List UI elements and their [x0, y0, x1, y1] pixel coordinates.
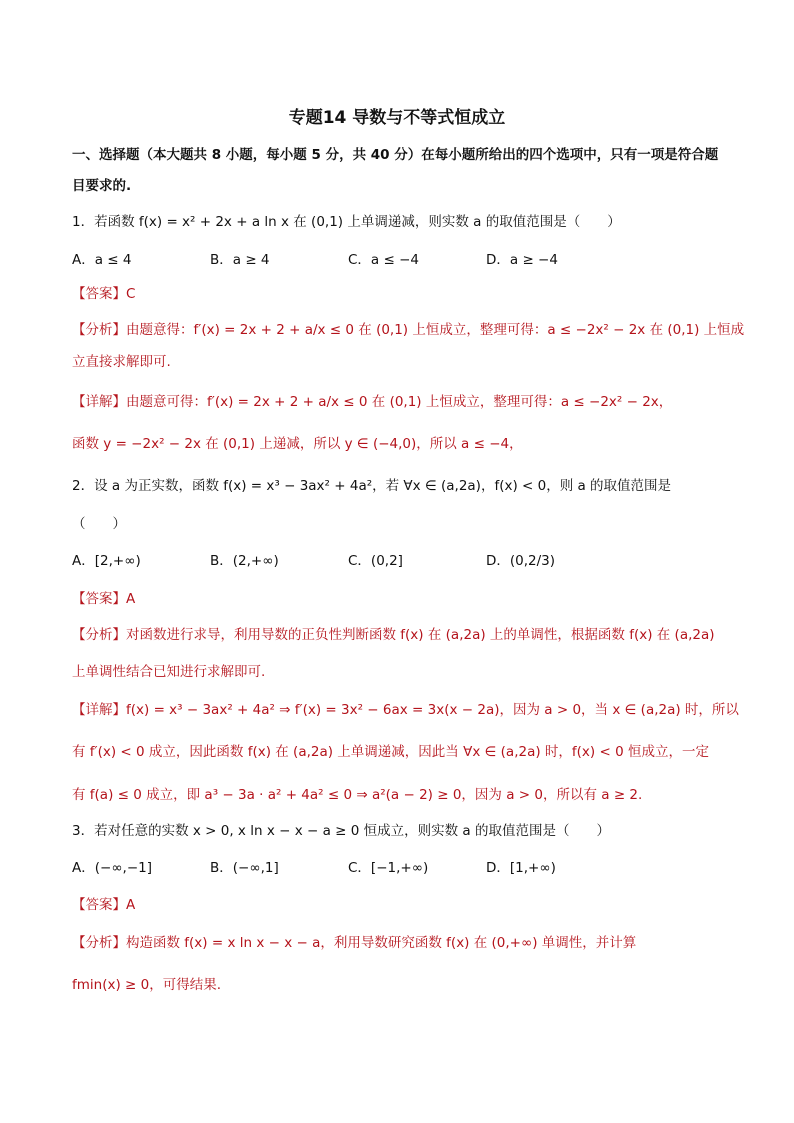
answer-value: C [126, 286, 136, 302]
q3-option-a: A．(−∞,−1] [72, 860, 153, 876]
q1-detail-line1 [72, 392, 672, 412]
q1-analysis-line1 [72, 320, 744, 340]
q3-option-d: D．[1,+∞) [486, 860, 556, 876]
detail-text: f(x) = x³ − 3ax² + 4a² ⇒ f′(x) = 3x² − 6ax = 3x(x − 2a)，因为 a > 0，当 x ∈ (a,2a) 时，所以 [126, 702, 739, 718]
detail-label: 【详解】 [72, 394, 126, 410]
q1-option-a: A．a ≤ 4 [72, 252, 132, 268]
q3-stem: 3．若对任意的实数 x > 0, x ln x − x − a ≥ 0 恒成立，则实数 a 的取值范围是（ ） [72, 823, 610, 839]
q1-option-c: C．a ≤ −4 [348, 252, 419, 268]
analysis-text: 对函数进行求导，利用导数的正负性判断函数 f(x) 在 (a,2a) 上的单调性，根据函数 f(x) 在 (a,2a) [126, 627, 715, 643]
section-instructions-line1: 一、选择题（本大题共 8 小题，每小题 5 分，共 40 分）在每小题所给出的四个选项中，只有一项是符合题 [72, 147, 719, 163]
q3-answer [72, 895, 135, 915]
q2-stem-line1: 2．设 a 为正实数，函数 f(x) = x³ − 3ax² + 4a²，若 ∀x ∈ (a,2a)，f(x) < 0，则 a 的取值范围是 [72, 478, 672, 494]
detail-label: 【详解】 [72, 702, 126, 718]
analysis-text: 由题意得：f′(x) = 2x + 2 + a/x ≤ 0 在 (0,1) 上恒成立，整理可得：a ≤ −2x² − 2x 在 (0,1) 上恒成 [126, 322, 745, 338]
section-instructions-line2: 目要求的. [72, 178, 132, 194]
q2-answer [72, 589, 135, 609]
q2-analysis-line1 [72, 625, 715, 645]
detail-text: 由题意可得：f′(x) = 2x + 2 + a/x ≤ 0 在 (0,1) 上恒成立，整理可得：a ≤ −2x² − 2x， [126, 394, 673, 410]
q1-stem: 1．若函数 f(x) = x² + 2x + a ln x 在 (0,1) 上单调递减，则实数 a 的取值范围是（ ） [72, 214, 621, 230]
q2-option-d: D．(0,2/3) [486, 553, 556, 569]
q3-option-b: B．(−∞,1] [210, 860, 279, 876]
q1-option-d: D．a ≥ −4 [486, 252, 558, 268]
q2-option-c: C．(0,2] [348, 553, 403, 569]
q3-analysis-line1 [72, 933, 636, 953]
analysis-text: 构造函数 f(x) = x ln x − x − a，利用导数研究函数 f(x) 在 (0,+∞) 单调性，并计算 [126, 935, 637, 951]
q3-analysis-line2: fmin(x) ≥ 0，可得结果. [72, 977, 222, 993]
q2-stem-line2: （ ） [72, 516, 126, 532]
q1-option-b: B．a ≥ 4 [210, 252, 270, 268]
answer-label: 【答案】 [72, 286, 126, 302]
answer-label: 【答案】 [72, 897, 126, 913]
analysis-label: 【分析】 [72, 627, 126, 643]
analysis-label: 【分析】 [72, 322, 126, 338]
answer-value: A [126, 897, 136, 913]
q1-detail-line2: 函数 y = −2x² − 2x 在 (0,1) 上递减，所以 y ∈ (−4,0)，所以 a ≤ −4， [72, 436, 523, 452]
q1-answer [72, 284, 135, 304]
answer-value: A [126, 591, 136, 607]
analysis-label: 【分析】 [72, 935, 126, 951]
q3-option-c: C．[−1,+∞) [348, 860, 429, 876]
q2-detail-line2: 有 f′(x) < 0 成立，因此函数 f(x) 在 (a,2a) 上单调递减，因此当 ∀x ∈ (a,2a) 时，f(x) < 0 恒成立，一定 [72, 744, 709, 760]
answer-label: 【答案】 [72, 591, 126, 607]
q1-analysis-line2: 立直接求解即可. [72, 354, 171, 370]
q2-option-b: B．(2,+∞) [210, 553, 279, 569]
q2-detail-line3: 有 f(a) ≤ 0 成立，即 a³ − 3a · a² + 4a² ≤ 0 ⇒ a²(a − 2) ≥ 0，因为 a > 0，所以有 a ≥ 2. [72, 787, 643, 803]
q2-detail-line1 [72, 700, 739, 720]
q2-analysis-line2: 上单调性结合已知进行求解即可. [72, 664, 266, 680]
q2-option-a: A．[2,+∞) [72, 553, 141, 569]
page-title: 专题14 导数与不等式恒成立 [288, 108, 506, 128]
